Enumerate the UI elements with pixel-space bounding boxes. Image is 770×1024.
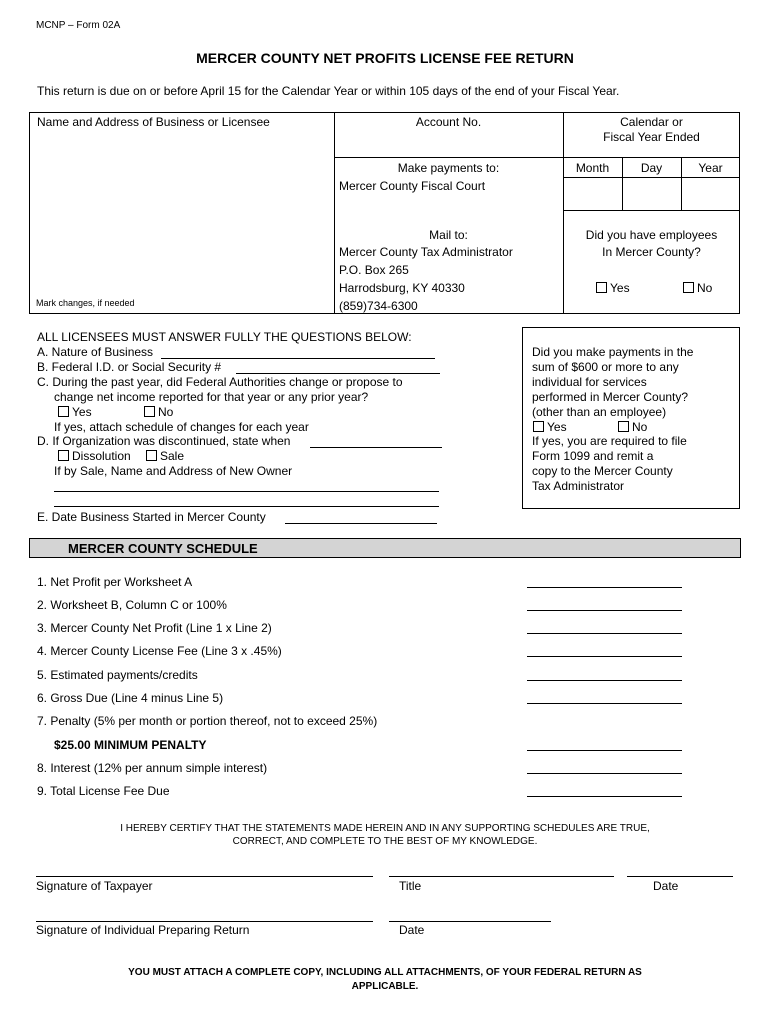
fiscal-year-label: Fiscal Year Ended [603, 130, 700, 144]
question-d1: D. If Organization was discontinued, state when [37, 434, 291, 448]
payee: Mercer County Fiscal Court [339, 179, 486, 193]
payments-text-1: Did you make payments in the [532, 345, 694, 359]
calendar-label: Calendar or [620, 115, 683, 129]
question-e: E. Date Business Started in Mercer County [37, 510, 266, 524]
schedule-heading: MERCER COUNTY SCHEDULE [68, 541, 258, 556]
schedule-line-6: 6. Gross Due (Line 4 minus Line 5) [37, 691, 224, 705]
footer-text-2: APPLICABLE. [351, 981, 419, 992]
page-title: MERCER COUNTY NET PROFITS LICENSE FEE RETURN [196, 50, 574, 66]
name-address-field[interactable] [36, 120, 326, 292]
checkbox-icon[interactable] [533, 421, 544, 432]
payments-text-3: individual for services [532, 375, 647, 389]
name-address-label: Name and Address of Business or Licensee [37, 115, 270, 129]
payments-text-6: If yes, you are required to file [532, 434, 687, 448]
mark-changes-note: Mark changes, if needed [36, 298, 135, 308]
title-field[interactable] [389, 862, 614, 877]
question-c-no[interactable]: No [144, 405, 173, 420]
payments-text-8: copy to the Mercer County [532, 464, 673, 478]
payments-text-9: Tax Administrator [532, 479, 625, 493]
preparer-date-label: Date [399, 923, 425, 937]
date-started-field[interactable] [285, 510, 437, 524]
payments-text-2: sum of $600 or more to any [532, 360, 679, 374]
date-label: Date [653, 879, 679, 893]
due-note: This return is due on or before April 15 for the Calendar Year or within 105 days of the end of your Fiscal Year. [37, 84, 620, 98]
minimum-penalty: $25.00 MINIMUM PENALTY [54, 738, 207, 752]
taxpayer-signature-field[interactable] [36, 862, 373, 877]
schedule-line-3: 3. Mercer County Net Profit (Line 1 x Line 2) [37, 621, 272, 635]
day-label: Day [640, 161, 663, 175]
mail-to-label: Mail to: [429, 228, 468, 242]
employees-yes[interactable]: Yes [596, 281, 630, 296]
nature-of-business-field[interactable] [161, 345, 435, 359]
new-owner-field-1[interactable] [54, 478, 439, 492]
schedule-line-9: 9. Total License Fee Due [37, 784, 170, 798]
mail-address-3: Harrodsburg, KY 40330 [339, 281, 465, 295]
sale-option[interactable]: Sale [146, 449, 184, 464]
year-label: Year [698, 161, 723, 175]
schedule-line-1: 1. Net Profit per Worksheet A [37, 575, 193, 589]
schedule-line-4: 4. Mercer County License Fee (Line 3 x .45%) [37, 644, 282, 658]
payments-text-5: (other than an employee) [532, 405, 667, 419]
employees-question-2: In Mercer County? [602, 245, 701, 259]
dissolution-option[interactable]: Dissolution [58, 449, 131, 464]
phone: (859)734-6300 [339, 299, 418, 313]
payments-yes[interactable]: Yes [533, 420, 567, 435]
schedule-line-8: 8. Interest (12% per annum simple interest) [37, 761, 268, 775]
payments-text-4: performed in Mercer County? [532, 390, 689, 404]
question-d2: If by Sale, Name and Address of New Owner [54, 464, 293, 478]
checkbox-icon[interactable] [618, 421, 629, 432]
total-fee-field[interactable] [527, 784, 682, 797]
month-field[interactable] [564, 178, 621, 209]
estimated-payments-field[interactable] [527, 668, 682, 681]
employees-question-1: Did you have employees [585, 228, 718, 242]
question-c1: C. During the past year, did Federal Authorities change or propose to [37, 375, 403, 389]
year-field[interactable] [682, 178, 739, 209]
net-profit-field[interactable] [527, 575, 682, 588]
make-payments-label: Make payments to: [397, 161, 500, 175]
schedule-line-5: 5. Estimated payments/credits [37, 668, 198, 682]
preparer-signature-label: Signature of Individual Preparing Return [36, 923, 250, 937]
mail-address-2: P.O. Box 265 [339, 263, 409, 277]
gross-due-field[interactable] [527, 691, 682, 704]
discontinued-date-field[interactable] [310, 434, 442, 448]
questions-heading: ALL LICENSEES MUST ANSWER FULLY THE QUESTIONS BELOW: [37, 330, 412, 344]
month-label: Month [575, 161, 610, 175]
question-a: A. Nature of Business [37, 345, 154, 359]
account-no-label: Account No. [415, 115, 482, 129]
question-b: B. Federal I.D. or Social Security # [37, 360, 222, 374]
question-c-yes[interactable]: Yes [58, 405, 92, 420]
certify-text-2: CORRECT, AND COMPLETE TO THE BEST OF MY KNOWLEDGE. [232, 836, 538, 847]
checkbox-icon[interactable] [58, 406, 69, 417]
day-field[interactable] [623, 178, 680, 209]
footer-text-1: YOU MUST ATTACH A COMPLETE COPY, INCLUDING ALL ATTACHMENTS, OF YOUR FEDERAL RETURN AS [128, 967, 642, 978]
county-net-profit-field[interactable] [527, 621, 682, 634]
checkbox-icon[interactable] [596, 282, 607, 293]
checkbox-icon[interactable] [683, 282, 694, 293]
date-field[interactable] [627, 862, 733, 877]
federal-id-field[interactable] [236, 360, 440, 374]
new-owner-field-2[interactable] [54, 493, 439, 507]
taxpayer-signature-label: Signature of Taxpayer [36, 879, 153, 893]
certify-text-1: I HEREBY CERTIFY THAT THE STATEMENTS MADE HEREIN AND IN ANY SUPPORTING SCHEDULES ARE TRUE, [120, 823, 650, 834]
preparer-signature-field[interactable] [36, 907, 373, 922]
schedule-line-7: 7. Penalty (5% per month or portion thereof, not to exceed 25%) [37, 714, 378, 728]
penalty-field[interactable] [527, 738, 682, 751]
checkbox-icon[interactable] [58, 450, 69, 461]
mail-address-1: Mercer County Tax Administrator [339, 245, 513, 259]
payments-no[interactable]: No [618, 420, 647, 435]
checkbox-icon[interactable] [146, 450, 157, 461]
form-id: MCNP – Form 02A [36, 20, 121, 31]
worksheet-b-field[interactable] [527, 598, 682, 611]
checkbox-icon[interactable] [144, 406, 155, 417]
question-c3: If yes, attach schedule of changes for each year [54, 420, 309, 434]
preparer-date-field[interactable] [389, 907, 551, 922]
license-fee-field[interactable] [527, 644, 682, 657]
title-label: Title [399, 879, 422, 893]
interest-field[interactable] [527, 761, 682, 774]
schedule-header [29, 538, 741, 558]
employees-no[interactable]: No [683, 281, 712, 296]
schedule-line-2: 2. Worksheet B, Column C or 100% [37, 598, 227, 612]
question-c2: change net income reported for that year or any prior year? [54, 390, 369, 404]
payments-text-7: Form 1099 and remit a [532, 449, 654, 463]
